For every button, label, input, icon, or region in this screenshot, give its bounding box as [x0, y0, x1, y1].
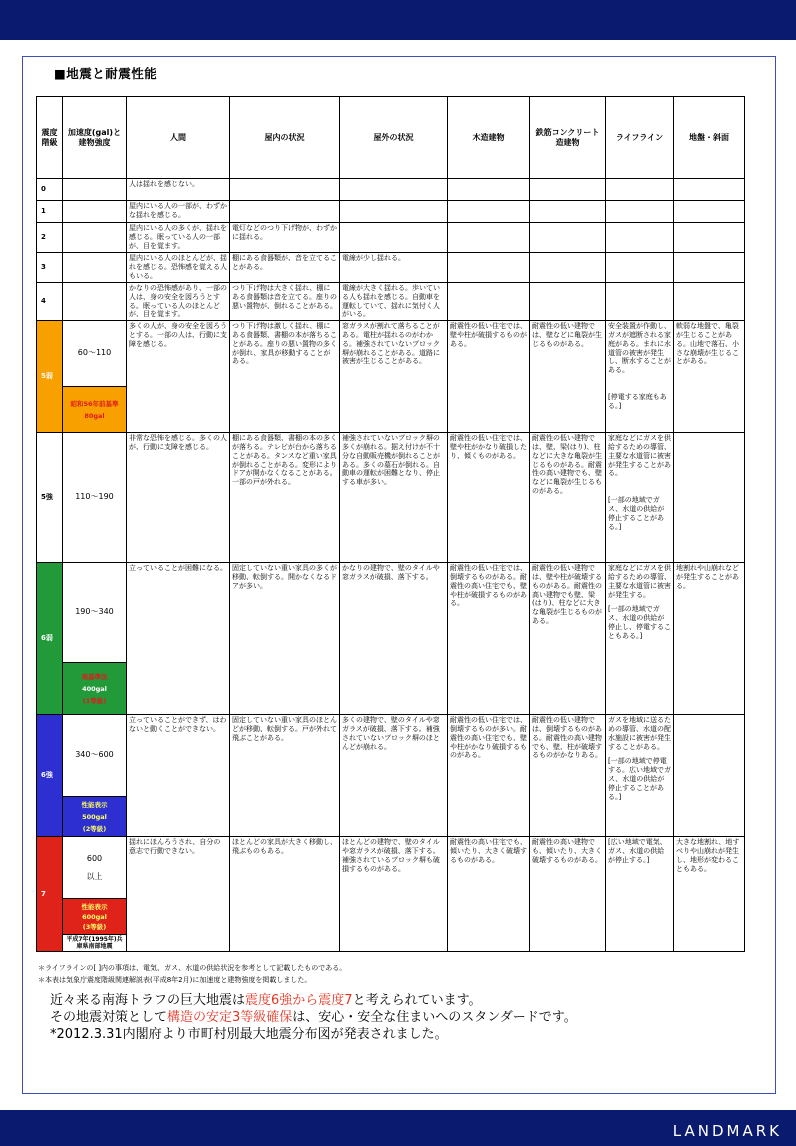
lifeline-cell	[606, 253, 674, 283]
rc-cell	[530, 179, 606, 201]
accel-cell	[63, 837, 127, 899]
indoor-cell: ほとんどの家具が大きく移動し、飛ぶものもある。	[230, 837, 340, 952]
level-cell: 5強	[37, 433, 63, 563]
lifeline-cell	[606, 563, 674, 715]
standard-grade: (3等級)	[82, 922, 107, 931]
human-cell: 屋内にいる人の多くが、揺れを感じる。眠っている人の一部が、目を覚ます。	[127, 223, 230, 253]
header-level: 震度階級	[37, 97, 63, 179]
table-row	[37, 715, 745, 797]
outdoor-cell	[340, 223, 448, 253]
lifeline-cell	[606, 201, 674, 223]
header-wood: 木造建物	[448, 97, 530, 179]
accel-cell	[63, 253, 127, 283]
table-row	[37, 321, 745, 387]
rc-cell	[530, 283, 606, 321]
standard-value: 80gal	[84, 411, 105, 420]
wood-cell	[448, 201, 530, 223]
outdoor-cell	[340, 201, 448, 223]
remark-line	[50, 1009, 577, 1026]
header-bar	[0, 0, 796, 40]
human-cell: 揺れにほんろうされ、自分の意志で行動できない。	[127, 837, 230, 952]
level-cell: 7	[37, 837, 63, 952]
lifeline-cell	[606, 433, 674, 563]
lifeline-note: [一部の地域でガス、水道の供給が停止し、停電することもある。]	[608, 605, 671, 640]
table-header-row	[37, 97, 745, 179]
lifeline-text: 家庭などにガスを供給するための導管、主要な水道管に被害が発生する。	[608, 564, 671, 599]
wood-cell	[448, 223, 530, 253]
accel-suffix: 以上	[86, 871, 103, 881]
ground-cell	[674, 179, 745, 201]
ground-cell: 地割れや山崩れなどが発生することがある。	[674, 563, 745, 715]
outdoor-cell	[340, 179, 448, 201]
human-cell: 屋内にいる人の一部が、わずかな揺れを感じる。	[127, 201, 230, 223]
standard-value: 600gal	[82, 912, 107, 921]
footnotes	[38, 962, 346, 986]
wood-cell	[448, 283, 530, 321]
ground-cell	[674, 283, 745, 321]
level-cell: 3	[37, 253, 63, 283]
remark-text: は、安心・安全な住まいへのスタンダードです。	[292, 1010, 577, 1025]
lifeline-cell	[606, 283, 674, 321]
ground-cell	[674, 253, 745, 283]
table-row	[37, 253, 745, 283]
accel-cell	[63, 223, 127, 253]
table-row	[37, 283, 745, 321]
wood-cell: 耐震性の低い住宅では、壁や柱が破損するものがある。	[448, 321, 530, 433]
table-row	[37, 433, 745, 563]
accel-cell	[63, 283, 127, 321]
accel-cell: 60～110	[63, 321, 127, 387]
indoor-cell: 電灯などのつり下げ物が、わずかに揺れる。	[230, 223, 340, 253]
indoor-cell: 固定していない重い家具の多くが移動、転倒する。開かなくなるドアが多い。	[230, 563, 340, 715]
outdoor-cell: 補強されていないブロック塀の多くが崩れる。据え付けが不十分な自動販売機が倒れることがある。多くの墓石が倒れる。自動車の運転が困難となり、停止する車が多い。	[340, 433, 448, 563]
header-lifeline: ライフライン	[606, 97, 674, 179]
rc-cell	[530, 201, 606, 223]
ground-cell	[674, 433, 745, 563]
table-row	[37, 563, 745, 663]
rc-cell	[530, 223, 606, 253]
lifeline-note: [停電する家庭もある。]	[608, 392, 667, 410]
level-cell: 4	[37, 283, 63, 321]
human-cell: かなりの恐怖感があり、一部の人は、身の安全を図ろうとする。眠っている人のほとんどが、目を覚ます。	[127, 283, 230, 321]
level-cell: 6弱	[37, 563, 63, 715]
level-cell: 2	[37, 223, 63, 253]
outdoor-cell: 電線が大きく揺れる。歩いている人も揺れを感じる。自動車を運転していて、揺れに気付く人がいる。	[340, 283, 448, 321]
lifeline-text: ガスを地域に送るための導管、水道の配水施設に被害が発生することがある。	[608, 716, 671, 751]
level-cell: 5弱	[37, 321, 63, 433]
accel-cell: 110～190	[63, 433, 127, 563]
remark-highlight: 構造の安定3等級確保	[167, 1010, 293, 1025]
landmark-logo: LANDMARK	[672, 1122, 782, 1140]
rc-cell	[530, 253, 606, 283]
standard-label: 性能表示	[81, 800, 108, 809]
human-cell: 屋内にいる人のほとんどが、揺れを感じる。恐怖感を覚える人もいる。	[127, 253, 230, 283]
standard-value: 400gal	[82, 684, 107, 693]
remark-text: と考えられています。	[352, 993, 482, 1008]
standard-label: 現基準法	[81, 672, 108, 681]
rc-cell: 耐震性の低い建物では、壁、梁(はり)、柱などに大きな亀裂が生じるものがある。耐震性の高い建物でも、壁などに亀裂が生じるものがある。	[530, 433, 606, 563]
standard-cell	[63, 387, 127, 433]
human-cell: 多くの人が、身の安全を図ろうとする。一部の人は、行動に支障を感じる。	[127, 321, 230, 433]
seismic-intensity-table	[36, 96, 745, 952]
human-cell: 非常な恐怖を感じる。多くの人が、行動に支障を感じる。	[127, 433, 230, 563]
level-cell: 6強	[37, 715, 63, 837]
rc-cell: 耐震性の低い建物では、壁などに亀裂が生じるものがある。	[530, 321, 606, 433]
ground-cell: 大きな地割れ、地すべりや山崩れが発生し、地形が変わることもある。	[674, 837, 745, 952]
standard-label: 昭和56年前基準	[70, 399, 119, 408]
accel-cell: 190～340	[63, 563, 127, 663]
remark-text: その地震対策として	[50, 1010, 168, 1025]
remark-line: *2012.3.31内閣府より市町村別最大地震分布図が発表されました。	[50, 1027, 448, 1042]
lifeline-cell	[606, 179, 674, 201]
standard-cell	[63, 663, 127, 715]
human-cell: 立っていることができず、はわないと動くことができない。	[127, 715, 230, 837]
level-cell: 0	[37, 179, 63, 201]
header-rc: 鉄筋コンクリート造建物	[530, 97, 606, 179]
accel-cell	[63, 201, 127, 223]
indoor-cell	[230, 179, 340, 201]
historical-quake-cell: 平成7年(1995年)兵庫県南部地震	[63, 935, 127, 952]
remark-line	[50, 992, 577, 1009]
indoor-cell: 棚にある食器類が、音を立てることがある。	[230, 253, 340, 283]
outdoor-cell: 窓ガラスが割れて落ちることがある。電柱が揺れるのがわかる。補強されていないブロック塀が崩れることがある。道路に被害が生じることがある。	[340, 321, 448, 433]
wood-cell: 耐震性の低い住宅では、倒壊するものが多い。耐震性の高い住宅でも、壁や柱がかなり破損するものがある。	[448, 715, 530, 837]
outdoor-cell: 多くの建物で、壁のタイルや窓ガラスが破損、落下する。補強されていないブロック塀のほとんどが崩れる。	[340, 715, 448, 837]
standard-cell	[63, 899, 127, 935]
header-human: 人間	[127, 97, 230, 179]
lifeline-note: [一部の地域でガス、水道の供給が停止することがある。]	[608, 496, 665, 531]
level-cell: 1	[37, 201, 63, 223]
accel-value: 600	[86, 853, 103, 863]
remark-text: 近々来る南海トラフの巨大地震は	[50, 993, 246, 1008]
table-row	[37, 837, 745, 899]
table-row	[37, 201, 745, 223]
lifeline-cell	[606, 321, 674, 433]
lifeline-note: [一部の地域で停電する。広い地域でガス、水道の供給が停止することがある。]	[608, 757, 671, 801]
outdoor-cell: かなりの建物で、壁のタイルや窓ガラスが破損、落下する。	[340, 563, 448, 715]
indoor-cell	[230, 201, 340, 223]
header-accel: 加速度(gal)と建物強度	[63, 97, 127, 179]
section-title: ■地震と耐震性能	[54, 66, 158, 81]
table-row	[37, 179, 745, 201]
lifeline-text: 家庭などにガスを供給するための導管、主要な水道管に被害が発生することがある。	[608, 434, 671, 478]
remark-highlight: 震度6強から震度7	[245, 993, 353, 1008]
human-cell: 人は揺れを感じない。	[127, 179, 230, 201]
outdoor-cell: ほとんどの建物で、壁のタイルや窓ガラスが破損、落下する。補強されているブロック塀も破損するものがある。	[340, 837, 448, 952]
rc-cell: 耐震性の低い建物では、壁や柱が破壊するものがある。耐震性の高い建物でも壁、梁(はり)、柱などに大きな亀裂が生じるものがある。	[530, 563, 606, 715]
lifeline-cell: [広い地域で電気、ガス、水道の供給が停止する。]	[606, 837, 674, 952]
standard-grade: (1等級)	[82, 696, 107, 705]
indoor-cell: 棚にある食器類、書棚の本の多くが落ちる。テレビが台から落ちることがある。タンスなど重い家具が倒れることがある。変形によりドアが開かなくなることがある。一部の戸が外れる。	[230, 433, 340, 563]
ground-cell	[674, 201, 745, 223]
accel-cell: 340～600	[63, 715, 127, 797]
ground-cell	[674, 223, 745, 253]
standard-grade: (2等級)	[82, 824, 107, 833]
lifeline-text: 安全装置が作動し、ガスが遮断される家庭がある。まれに水道管の被害が発生し、断水することがある。	[608, 322, 671, 375]
standard-cell	[63, 797, 127, 837]
standard-value: 500gal	[82, 812, 107, 821]
header-indoor: 屋内の状況	[230, 97, 340, 179]
ground-cell: 軟弱な地盤で、亀裂が生じることがある。山地で落石、小さな崩壊が生じることがある。	[674, 321, 745, 433]
accel-cell	[63, 179, 127, 201]
header-outdoor: 屋外の状況	[340, 97, 448, 179]
outdoor-cell: 電線が少し揺れる。	[340, 253, 448, 283]
indoor-cell: つり下げ物は激しく揺れ、棚にある食器類、書棚の本が落ちることがある。座りの悪い置物の多くが倒れ、家具が移動することがある。	[230, 321, 340, 433]
table-row	[37, 223, 745, 253]
lifeline-cell	[606, 715, 674, 837]
footnote: ＊ライフラインの[ ]内の事項は、電気、ガス、水道の供給状況を参考として記載したものである。	[38, 964, 347, 972]
wood-cell: 耐震性の高い住宅でも、傾いたり、大きく破壊するものがある。	[448, 837, 530, 952]
human-cell: 立っていることが困難になる。	[127, 563, 230, 715]
footnote: ＊本表は気象庁震度階級関連解説表(平成8年2月)に加速度と建物強度を掲載しました。	[38, 976, 312, 984]
header-ground: 地盤・斜面	[674, 97, 745, 179]
indoor-cell: つり下げ物は大きく揺れ、棚にある食器類は音を立てる。座りの悪い置物が、倒れることがある。	[230, 283, 340, 321]
wood-cell	[448, 179, 530, 201]
rc-cell: 耐震性の低い建物では、倒壊するものがある。耐震性の高い建物でも、壁、柱が破壊するものがかなりある。	[530, 715, 606, 837]
standard-label: 性能表示	[81, 902, 108, 911]
indoor-cell: 固定していない重い家具のほとんどが移動、転倒する。戸が外れて飛ぶことがある。	[230, 715, 340, 837]
ground-cell	[674, 715, 745, 837]
wood-cell: 耐震性の低い住宅では、倒壊するものがある。耐震性の高い住宅でも、壁や柱が破損するものがある。	[448, 563, 530, 715]
lifeline-cell	[606, 223, 674, 253]
remarks	[50, 992, 577, 1043]
wood-cell	[448, 253, 530, 283]
wood-cell: 耐震性の低い住宅では、壁や柱がかなり破損したり、傾くものがある。	[448, 433, 530, 563]
rc-cell: 耐震性の高い建物でも、傾いたり、大きく破壊するものがある。	[530, 837, 606, 952]
